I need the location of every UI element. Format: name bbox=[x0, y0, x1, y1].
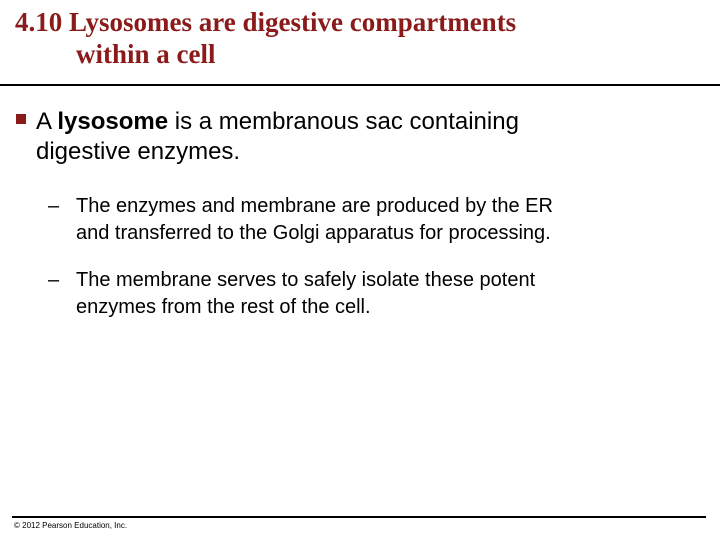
title-divider bbox=[0, 84, 720, 86]
main-bullet-line-2: digestive enzymes. bbox=[36, 138, 241, 165]
sub-bullet-1-line-2: and transferred to the Golgi apparatus for processing. bbox=[76, 222, 551, 244]
main-bullet-line-1 bbox=[36, 107, 696, 137]
slide-title-line-2: within a cell bbox=[76, 39, 216, 69]
main-bullet-text bbox=[16, 107, 696, 167]
sub-bullet-2-line-2: enzymes from the rest of the cell. bbox=[76, 296, 371, 318]
main-bullet bbox=[16, 107, 696, 167]
main-bullet-prefix: A bbox=[36, 108, 58, 135]
square-bullet-icon bbox=[16, 114, 26, 124]
sub-bullet-2 bbox=[48, 267, 698, 321]
sub-bullet-1-line-1: The enzymes and membrane are produced by the ER bbox=[76, 195, 553, 217]
sub-bullet-1 bbox=[48, 193, 698, 247]
copyright-footer: © 2012 Pearson Education, Inc. bbox=[14, 521, 128, 530]
dash-bullet-icon: – bbox=[48, 195, 60, 217]
dash-bullet-icon: – bbox=[48, 269, 60, 291]
sub-bullet-2-line-1: The membrane serves to safely isolate these potent bbox=[76, 269, 536, 291]
slide-title-line-1: 4.10 Lysosomes are digestive compartments bbox=[15, 7, 517, 37]
slide-title bbox=[15, 6, 705, 70]
main-bullet-rest: is a membranous sac containing bbox=[168, 108, 519, 135]
key-term: lysosome bbox=[57, 108, 169, 135]
footer-divider bbox=[12, 516, 706, 518]
